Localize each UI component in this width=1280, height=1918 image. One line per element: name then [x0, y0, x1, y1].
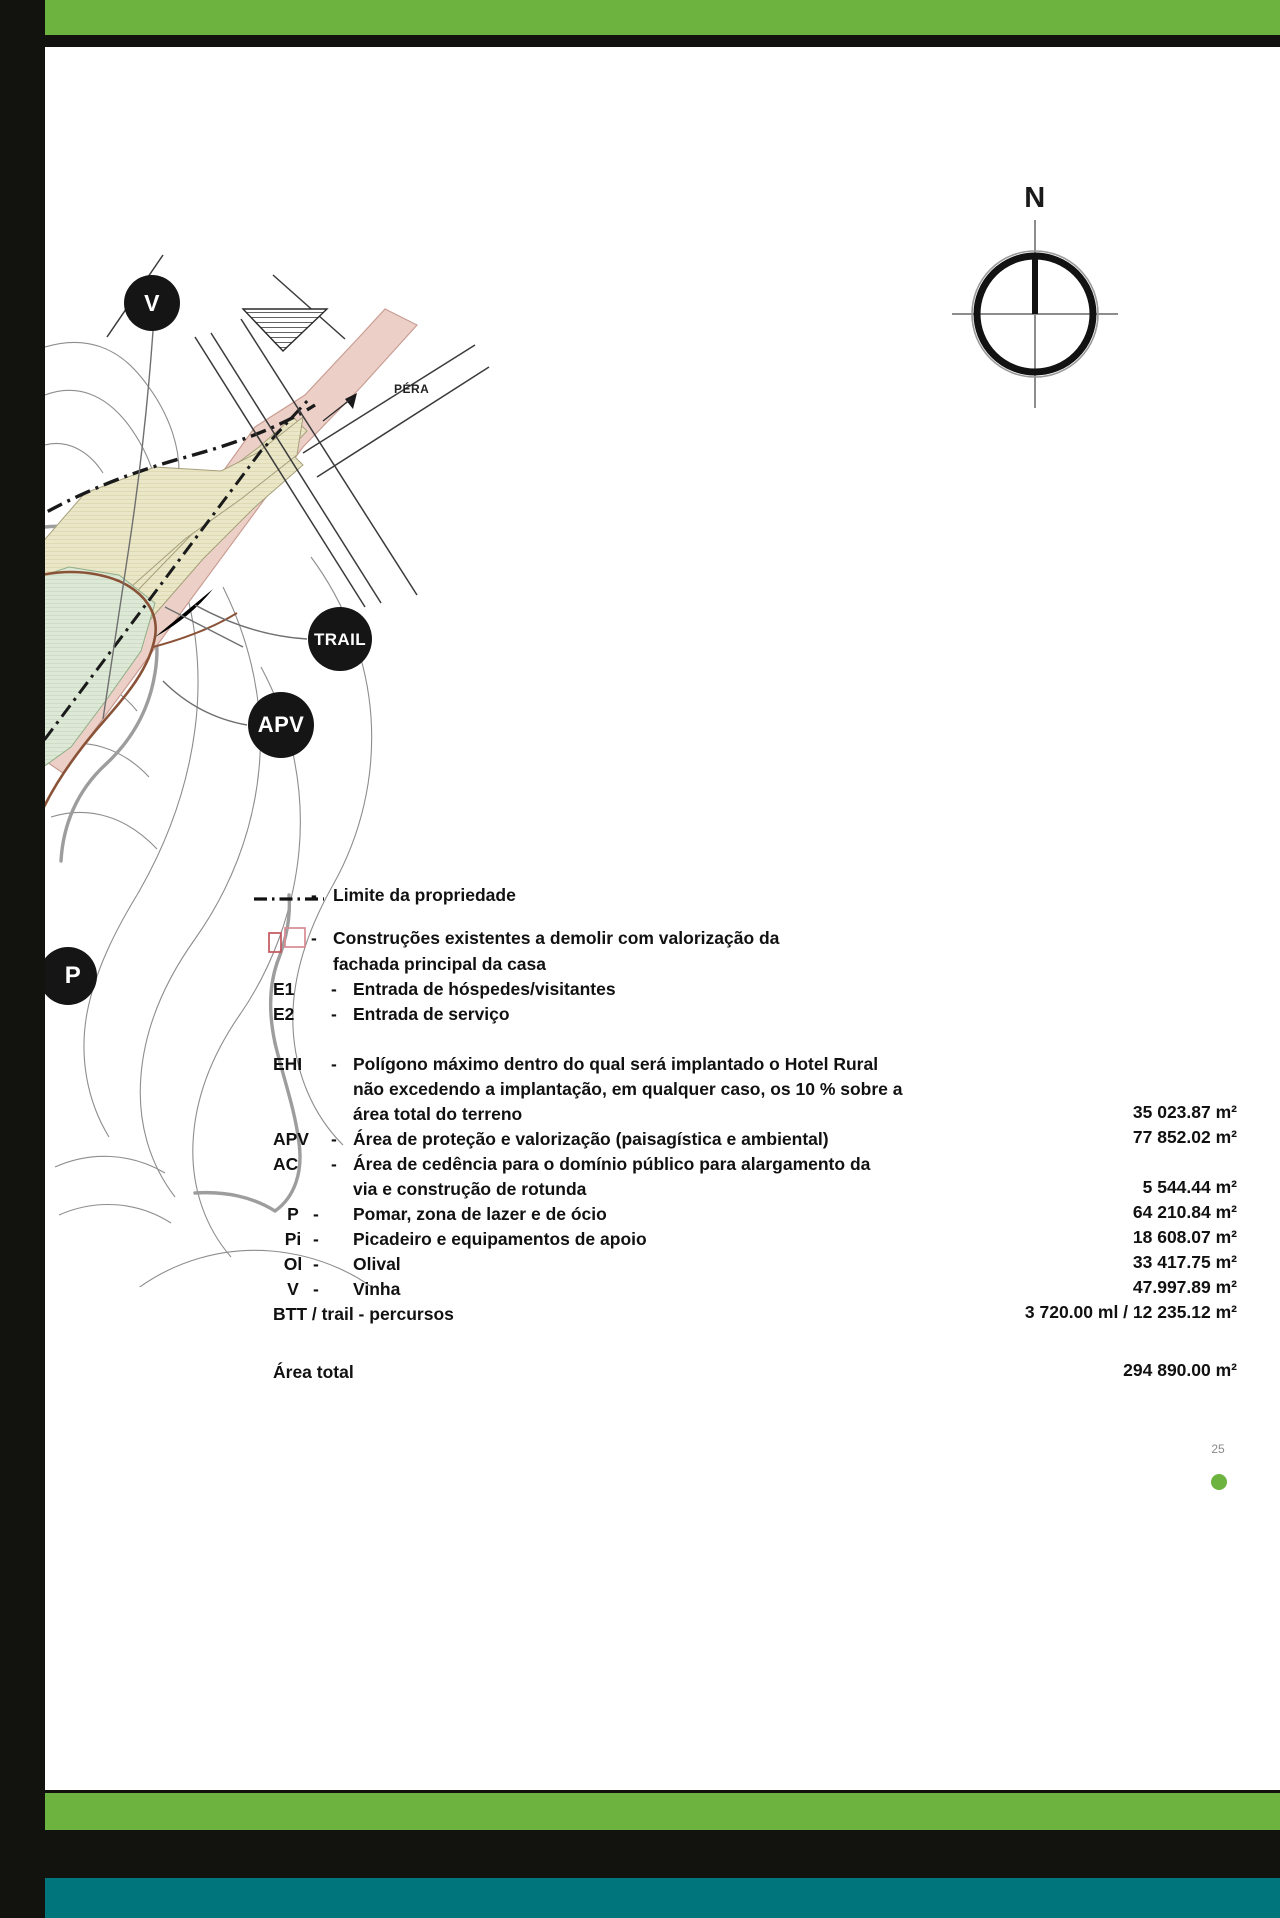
legend-value-btt: 3 720.00 ml / 12 235.12 m²: [1024, 1302, 1237, 1322]
legend-code-apv: APV: [273, 1129, 309, 1149]
legend-dash: -: [313, 1254, 319, 1274]
compass-rose: [950, 182, 1120, 422]
legend-dash: -: [331, 979, 337, 999]
legend-code-e2: E2: [273, 1004, 295, 1024]
legend-row-ac: [273, 1152, 870, 1177]
legend-value-p: 64 210.84 m²: [1132, 1202, 1237, 1222]
page-number: 25: [1211, 1442, 1225, 1456]
teal-band: [45, 1878, 1280, 1918]
page-number-dot: [1211, 1474, 1227, 1490]
legend-value-v: 47.997.89 m²: [1132, 1277, 1237, 1297]
bottom-green-bar: [45, 1793, 1280, 1830]
legend-value-ac: 5 544.44 m²: [1142, 1177, 1237, 1197]
legend-dash: -: [311, 928, 317, 948]
legend-value-pi: 18 608.07 m²: [1132, 1227, 1237, 1247]
legend-dash: -: [331, 1154, 337, 1174]
legend-label-e2: Entrada de serviço: [353, 1004, 510, 1024]
legend-dash: -: [331, 1004, 337, 1024]
legend-label-ac: Área de cedência para o domínio público para alargamento da: [353, 1154, 871, 1174]
legend-row-v: [273, 1277, 400, 1302]
map-badge-vinha-label: V: [144, 289, 160, 316]
legend-value-apv: 77 852.02 m²: [1132, 1127, 1237, 1147]
legend-code-ac: AC: [273, 1154, 299, 1174]
map-direction-label: PÉRA: [394, 382, 430, 396]
legend-code-p: P: [287, 1204, 299, 1224]
legend-row-ol: [273, 1252, 401, 1277]
legend-label-total: Área total: [273, 1362, 354, 1382]
legend-row-ehi-line2: [273, 1077, 903, 1102]
legend-dash: -: [313, 1204, 319, 1224]
map-badge-vinha[interactable]: [124, 275, 180, 331]
map-badge-apv[interactable]: [248, 692, 314, 758]
compass-north-label: N: [1024, 182, 1046, 214]
legend-row-e1: [273, 977, 616, 1002]
legend-label-ol: Olival: [353, 1254, 401, 1274]
legend-row-btt: [273, 1302, 454, 1327]
legend-label-ehi-line3: área total do terreno: [353, 1104, 523, 1124]
compass-rose-icon: [950, 214, 1120, 414]
legend-row-ac-line2: [273, 1177, 586, 1202]
legend-code-v: V: [287, 1279, 299, 1299]
legend-dash: -: [331, 1129, 337, 1149]
legend-row-demolish: [311, 926, 779, 951]
map-badge-trail-label: TRAIL: [313, 629, 367, 649]
legend-code-ol: Ol: [283, 1254, 303, 1274]
legend-label-p: Pomar, zona de lazer e de ócio: [353, 1204, 607, 1224]
legend-dash: -: [313, 1229, 319, 1249]
legend-label-property-limit: Limite da propriedade: [333, 885, 516, 905]
map-badge-pomar-label: P: [64, 962, 82, 989]
legend-dash: -: [313, 1279, 319, 1299]
legend-dash: -: [331, 1054, 337, 1074]
legend-row-ehi-line3: [273, 1102, 522, 1127]
legend-code-ehi: EHI: [273, 1054, 303, 1074]
legend-label-apv: Área de proteção e valorização (paisagística e ambiental): [353, 1129, 829, 1149]
map-badge-apv-label: APV: [257, 712, 305, 737]
legend-code-pi: Pi: [284, 1229, 302, 1249]
map-badge-trail[interactable]: [308, 607, 372, 671]
legend-label-demolish-line2: fachada principal da casa: [333, 954, 547, 974]
legend-code-e1: E1: [273, 979, 295, 999]
legend-row-demolish-cont: [333, 952, 546, 977]
legend-row-total: [273, 1360, 354, 1385]
legend-label-ac-line2: via e construção de rotunda: [353, 1179, 587, 1199]
legend-label-v: Vinha: [353, 1279, 401, 1299]
legend-label-ehi: Polígono máximo dentro do qual será implantado o Hotel Rural: [353, 1054, 879, 1074]
legend-dash: -: [311, 885, 317, 905]
legend-label-e1: Entrada de hóspedes/visitantes: [353, 979, 616, 999]
legend-label-btt: BTT / trail - percursos: [273, 1304, 454, 1324]
legend-label-ehi-line2: não excedendo a implantação, em qualquer caso, os 10 % sobre a: [353, 1079, 903, 1099]
legend-value-ol: 33 417.75 m²: [1132, 1252, 1237, 1272]
top-green-bar: [45, 0, 1280, 35]
legend-label-pi: Picadeiro e equipamentos de apoio: [353, 1229, 647, 1249]
legend-row-pi: [273, 1227, 647, 1252]
legend-row-apv: [273, 1127, 829, 1152]
legend-row-e2: [273, 1002, 510, 1027]
legend-value-ehi: 35 023.87 m²: [1132, 1102, 1237, 1122]
legend-value-total: 294 890.00 m²: [1123, 1360, 1237, 1380]
page-sheet: [45, 47, 1280, 1790]
legend-label-demolish: Construções existentes a demolir com valorização da: [333, 928, 780, 948]
legend-row-p: [273, 1202, 607, 1227]
legend-row-ehi: [273, 1052, 878, 1077]
legend-row-property-limit: [311, 883, 516, 908]
